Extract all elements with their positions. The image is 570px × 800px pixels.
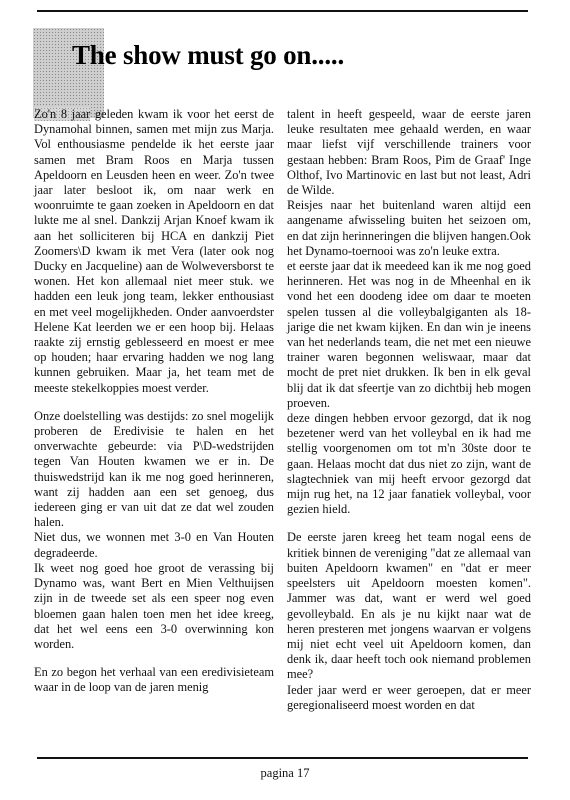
intro-highlight: Zo'n 8 jaar [34, 107, 91, 121]
paragraph: et eerste jaar dat ik meedeed kan ik me nog goed herinneren. Het was nog in de Mheenhal en ik vond het een doodeng idee om daar te moeten spelen tussen al die volleybalgiganten als 18-jarige die net kwam kijken. En dan win je ineens van het nederlands team, die net met een nieuwe trainer waren begonnen weliswaar, maar dat mocht de pret niet drukken. Ik ben in elk geval blij dat ik dat sfeertje van zo dichtbij heb mogen proeven. [287, 259, 531, 410]
paragraph: Ieder jaar werd er weer geroepen, dat er meer geregionaliseerd moest worden en dat [287, 682, 531, 712]
paragraph: En zo begon het verhaal van een eredivisieteam waar in de loop van de jaren menig [34, 665, 274, 695]
paragraph: De eerste jaren kreeg het team nogal eens de kritiek binnen de vereniging "dat ze allemaal van buiten Apeldoorn kwamen" en "dat er meer speelsters uit Apeldoorn moesten komen". Jammer was dat, want er werd wel goed gevolleybald. En als je nu kijkt naar wat de heren presteren met jongens waarvan er volgens mij niet echt veel uit Apeldoorn komen, dan denk ik, daar heeft toch ook niemand problemen mee? [287, 530, 531, 682]
left-column [34, 107, 274, 696]
page-title: The show must go on..... [72, 40, 345, 70]
paragraph: Onze doelstelling was destijds: zo snel mogelijk proberen de Eredivisie te halen en het onverwachte gebeurde: via P\D-wedstrijden tegen Van Houten kwamen we er in. De thuiswedstrijd kan ik me nog goed herinneren, want zij hadden aan een set genoeg, dus iedereen ging er van uit dat ze dat wel zouden halen. [34, 408, 274, 530]
paragraph-text: geleden kwam ik voor het eerst de Dynamohal binnen, samen met mijn zus Marja. Vol enthousiasme pendelde ik het eerste jaar samen met Bram Roos en Marja tussen Apeldoorn en Leusden heen en weer. Zo'n twee jaar later besloot ik, om naar werk en woonruimte te gaan zoeken in Apeldoorn en dat lukte me al snel. Dankzij Arjan Knoef kwam ik aan het solliciteren bij HCA en dankzij Piet Zoomers\D kwam ik met Vera (later ook nog Ducky en Jacqueline) aan de Wolweversborst te wonen. Het kon allemaal niet meer stuk. we hadden een leuk jong team, lekker enthousiast en met veel mogelijkheden. Onder aanvoerdster Helene Kat leerden we er een hoop bij. Helaas raakte zij ernstig geblesseerd en moest er mee op houden; haar ervaring hadden we nog lang kunnen gebruiken. Maar ja, het team met de meeste stekelkoppies moest verder. [34, 107, 274, 395]
bottom-rule [37, 757, 528, 759]
page-number: pagina 17 [260, 766, 310, 780]
paragraph: talent in heeft gespeeld, waar de eerste jaren leuke resultaten mee gehaald werden, en waar maar liefst vijf verschillende trainers voor gestaan hebben: Bram Roos, Pim de Graaf' Inge Olthof, Ivo Martinovic en last but not least, Adri de Wilde. [287, 107, 531, 198]
paragraph: Ik weet nog goed hoe groot de verassing bij Dynamo was, want Bert en Mien Velthuijsen zijn in de tweede set als een speer nog even bloemen gaan halen toen men het idee kreeg, dat het wel eens een 3-0 overwinning kon worden. [34, 560, 274, 651]
paragraph [34, 107, 274, 396]
paragraph: Niet dus, we wonnen met 3-0 en Van Houten degradeerde. [34, 530, 274, 560]
paragraph: deze dingen hebben ervoor gezorgd, dat ik nog bezetener werd van het volleybal en ik had me stellig voorgenomen om tot m'n 30ste door te gaan. Helaas mocht dat dus niet zo zijn, want de slagtechniek van mij heeft ervoor gezorgd dat mijn rug het, na 12 jaar fanatiek volleybal, voor gezien hield. [287, 411, 531, 517]
top-rule [37, 10, 528, 12]
paragraph: Reisjes naar het buitenland waren altijd een aangename afwisseling buiten het seizoen om, en dat zijn herinneringen die blijven hangen.Ook het Dynamo-toernooi was zo'n leuke extra. [287, 198, 531, 258]
right-column [287, 107, 531, 713]
